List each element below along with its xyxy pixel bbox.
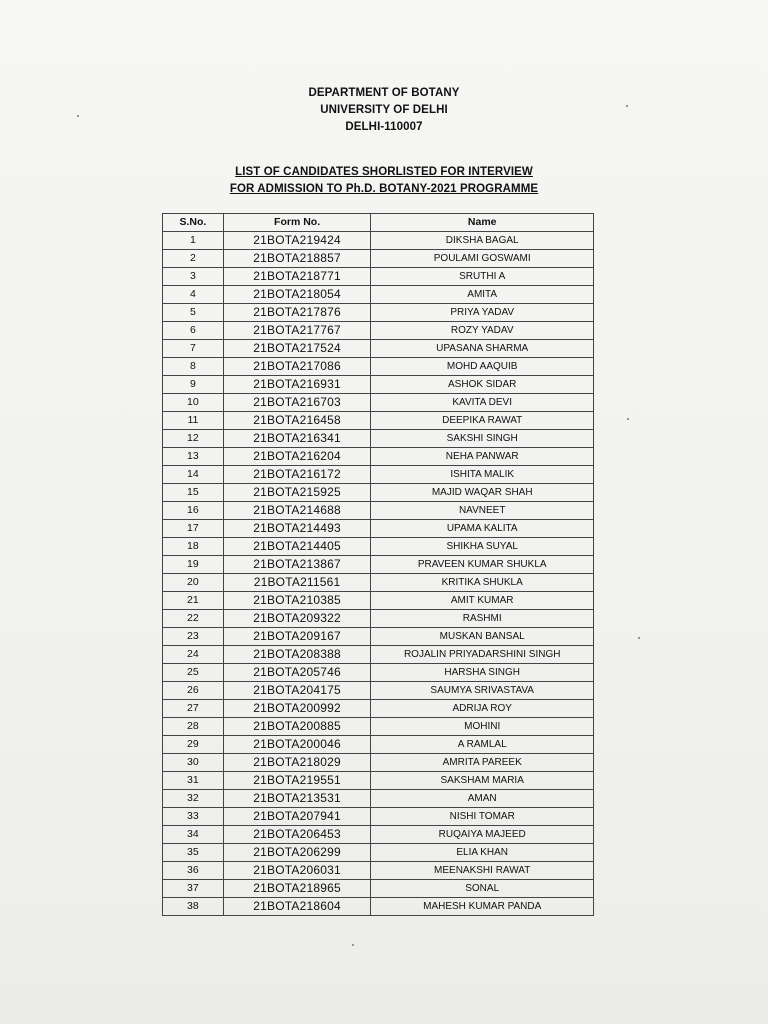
cell-sno: 13 (163, 448, 224, 466)
cell-form-no: 21BOTA216931 (223, 376, 371, 394)
cell-form-no: 21BOTA206031 (223, 862, 371, 880)
table-row (163, 808, 594, 826)
cell-sno: 24 (163, 646, 224, 664)
cell-form-no: 21BOTA206453 (223, 826, 371, 844)
cell-sno: 22 (163, 610, 224, 628)
cell-form-no: 21BOTA200885 (223, 718, 371, 736)
cell-form-no: 21BOTA216341 (223, 430, 371, 448)
cell-form-no: 21BOTA209322 (223, 610, 371, 628)
cell-sno: 17 (163, 520, 224, 538)
cell-name: SONAL (371, 880, 594, 898)
cell-name: DEEPIKA RAWAT (371, 412, 594, 430)
cell-form-no: 21BOTA219424 (223, 232, 371, 250)
cell-form-no: 21BOTA213531 (223, 790, 371, 808)
table-row (163, 682, 594, 700)
cell-name: AMITA (371, 286, 594, 304)
cell-form-no: 21BOTA204175 (223, 682, 371, 700)
cell-sno: 10 (163, 394, 224, 412)
cell-name: KRITIKA SHUKLA (371, 574, 594, 592)
cell-form-no: 21BOTA218965 (223, 880, 371, 898)
table-row (163, 862, 594, 880)
cell-name: AMAN (371, 790, 594, 808)
candidates-table (162, 213, 594, 916)
cell-name: HARSHA SINGH (371, 664, 594, 682)
cell-sno: 21 (163, 592, 224, 610)
cell-form-no: 21BOTA211561 (223, 574, 371, 592)
column-header-name: Name (371, 214, 594, 232)
cell-form-no: 21BOTA207941 (223, 808, 371, 826)
table-row (163, 880, 594, 898)
table-row (163, 232, 594, 250)
cell-form-no: 21BOTA213867 (223, 556, 371, 574)
cell-form-no: 21BOTA216204 (223, 448, 371, 466)
university-name: UNIVERSITY OF DELHI (320, 104, 448, 116)
cell-name: ROJALIN PRIYADARSHINI SINGH (371, 646, 594, 664)
table-header (163, 214, 594, 232)
table-row (163, 790, 594, 808)
cell-name: PRAVEEN KUMAR SHUKLA (371, 556, 594, 574)
cell-sno: 20 (163, 574, 224, 592)
cell-form-no: 21BOTA219551 (223, 772, 371, 790)
table-row (163, 502, 594, 520)
cell-name: SAKSHAM MARIA (371, 772, 594, 790)
cell-form-no: 21BOTA216703 (223, 394, 371, 412)
table-row (163, 700, 594, 718)
cell-name: NEHA PANWAR (371, 448, 594, 466)
cell-sno: 36 (163, 862, 224, 880)
cell-sno: 1 (163, 232, 224, 250)
cell-name: ISHITA MALIK (371, 466, 594, 484)
cell-form-no: 21BOTA218054 (223, 286, 371, 304)
table-row (163, 322, 594, 340)
cell-form-no: 21BOTA218771 (223, 268, 371, 286)
table-row (163, 268, 594, 286)
cell-sno: 23 (163, 628, 224, 646)
cell-form-no: 21BOTA214493 (223, 520, 371, 538)
cell-name: AMRITA PAREEK (371, 754, 594, 772)
cell-name: ELIA KHAN (371, 844, 594, 862)
cell-name: MAJID WAQAR SHAH (371, 484, 594, 502)
cell-name: MOHD AAQUIB (371, 358, 594, 376)
cell-form-no: 21BOTA210385 (223, 592, 371, 610)
cell-sno: 31 (163, 772, 224, 790)
column-header-sno: S.No. (163, 214, 224, 232)
cell-name: KAVITA DEVI (371, 394, 594, 412)
cell-sno: 19 (163, 556, 224, 574)
cell-name: SAUMYA SRIVASTAVA (371, 682, 594, 700)
cell-form-no: 21BOTA214688 (223, 502, 371, 520)
table-row (163, 340, 594, 358)
scan-speck (352, 944, 354, 946)
cell-sno: 8 (163, 358, 224, 376)
cell-name: MAHESH KUMAR PANDA (371, 898, 594, 916)
table-row (163, 574, 594, 592)
cell-sno: 6 (163, 322, 224, 340)
cell-sno: 15 (163, 484, 224, 502)
cell-form-no: 21BOTA218604 (223, 898, 371, 916)
cell-form-no: 21BOTA218029 (223, 754, 371, 772)
cell-sno: 35 (163, 844, 224, 862)
cell-sno: 9 (163, 376, 224, 394)
cell-sno: 30 (163, 754, 224, 772)
cell-sno: 37 (163, 880, 224, 898)
cell-form-no: 21BOTA214405 (223, 538, 371, 556)
cell-name: UPAMA KALITA (371, 520, 594, 538)
cell-sno: 25 (163, 664, 224, 682)
table-row (163, 466, 594, 484)
table-row (163, 610, 594, 628)
scan-speck (626, 105, 628, 107)
table-row (163, 250, 594, 268)
cell-sno: 16 (163, 502, 224, 520)
table-row (163, 772, 594, 790)
cell-name: SAKSHI SINGH (371, 430, 594, 448)
cell-sno: 2 (163, 250, 224, 268)
table-row (163, 628, 594, 646)
table-row (163, 844, 594, 862)
cell-name: PRIYA YADAV (371, 304, 594, 322)
cell-form-no: 21BOTA200992 (223, 700, 371, 718)
cell-form-no: 21BOTA217086 (223, 358, 371, 376)
table-row (163, 376, 594, 394)
cell-name: MUSKAN BANSAL (371, 628, 594, 646)
cell-name: MOHINI (371, 718, 594, 736)
table-row (163, 484, 594, 502)
table-row (163, 556, 594, 574)
university-address: DELHI-110007 (345, 121, 423, 133)
cell-name: RASHMI (371, 610, 594, 628)
table-row (163, 358, 594, 376)
cell-name: ASHOK SIDAR (371, 376, 594, 394)
cell-sno: 27 (163, 700, 224, 718)
table-row (163, 592, 594, 610)
cell-name: POULAMI GOSWAMI (371, 250, 594, 268)
list-title-line-1: LIST OF CANDIDATES SHORLISTED FOR INTERVIEW (235, 166, 533, 178)
cell-form-no: 21BOTA217524 (223, 340, 371, 358)
table-row (163, 826, 594, 844)
cell-sno: 3 (163, 268, 224, 286)
table-row (163, 394, 594, 412)
cell-sno: 7 (163, 340, 224, 358)
cell-form-no: 21BOTA208388 (223, 646, 371, 664)
cell-sno: 11 (163, 412, 224, 430)
cell-sno: 14 (163, 466, 224, 484)
table-row (163, 754, 594, 772)
cell-form-no: 21BOTA218857 (223, 250, 371, 268)
cell-form-no: 21BOTA209167 (223, 628, 371, 646)
table-row (163, 304, 594, 322)
cell-sno: 28 (163, 718, 224, 736)
department-name: DEPARTMENT OF BOTANY (308, 87, 460, 99)
table-row (163, 718, 594, 736)
cell-name: NISHI TOMAR (371, 808, 594, 826)
cell-sno: 26 (163, 682, 224, 700)
cell-name: NAVNEET (371, 502, 594, 520)
cell-sno: 33 (163, 808, 224, 826)
cell-sno: 32 (163, 790, 224, 808)
cell-sno: 5 (163, 304, 224, 322)
cell-name: AMIT KUMAR (371, 592, 594, 610)
cell-form-no: 21BOTA216458 (223, 412, 371, 430)
scan-speck (627, 418, 629, 420)
table-row (163, 664, 594, 682)
column-header-form-no: Form No. (223, 214, 371, 232)
table-row (163, 898, 594, 916)
cell-form-no: 21BOTA206299 (223, 844, 371, 862)
table-row (163, 430, 594, 448)
table-row (163, 736, 594, 754)
scan-speck (638, 637, 640, 639)
cell-sno: 12 (163, 430, 224, 448)
list-title-line-2: FOR ADMISSION TO Ph.D. BOTANY-2021 PROGRAMME (229, 183, 539, 195)
cell-name: SRUTHI A (371, 268, 594, 286)
cell-sno: 29 (163, 736, 224, 754)
cell-name: SHIKHA SUYAL (371, 538, 594, 556)
cell-sno: 4 (163, 286, 224, 304)
cell-form-no: 21BOTA217767 (223, 322, 371, 340)
table-row (163, 520, 594, 538)
cell-form-no: 21BOTA215925 (223, 484, 371, 502)
table-row (163, 538, 594, 556)
cell-name: ADRIJA ROY (371, 700, 594, 718)
cell-sno: 18 (163, 538, 224, 556)
header-row (163, 214, 594, 232)
table-row (163, 646, 594, 664)
table-row (163, 412, 594, 430)
cell-sno: 34 (163, 826, 224, 844)
cell-name: MEENAKSHI RAWAT (371, 862, 594, 880)
table-row (163, 448, 594, 466)
cell-form-no: 21BOTA200046 (223, 736, 371, 754)
cell-name: UPASANA SHARMA (371, 340, 594, 358)
cell-sno: 38 (163, 898, 224, 916)
cell-form-no: 21BOTA205746 (223, 664, 371, 682)
cell-name: RUQAIYA MAJEED (371, 826, 594, 844)
cell-form-no: 21BOTA217876 (223, 304, 371, 322)
cell-name: A RAMLAL (371, 736, 594, 754)
cell-name: DIKSHA BAGAL (371, 232, 594, 250)
table-row (163, 286, 594, 304)
table-body (163, 232, 594, 916)
scan-speck (77, 115, 79, 117)
cell-name: ROZY YADAV (371, 322, 594, 340)
cell-form-no: 21BOTA216172 (223, 466, 371, 484)
